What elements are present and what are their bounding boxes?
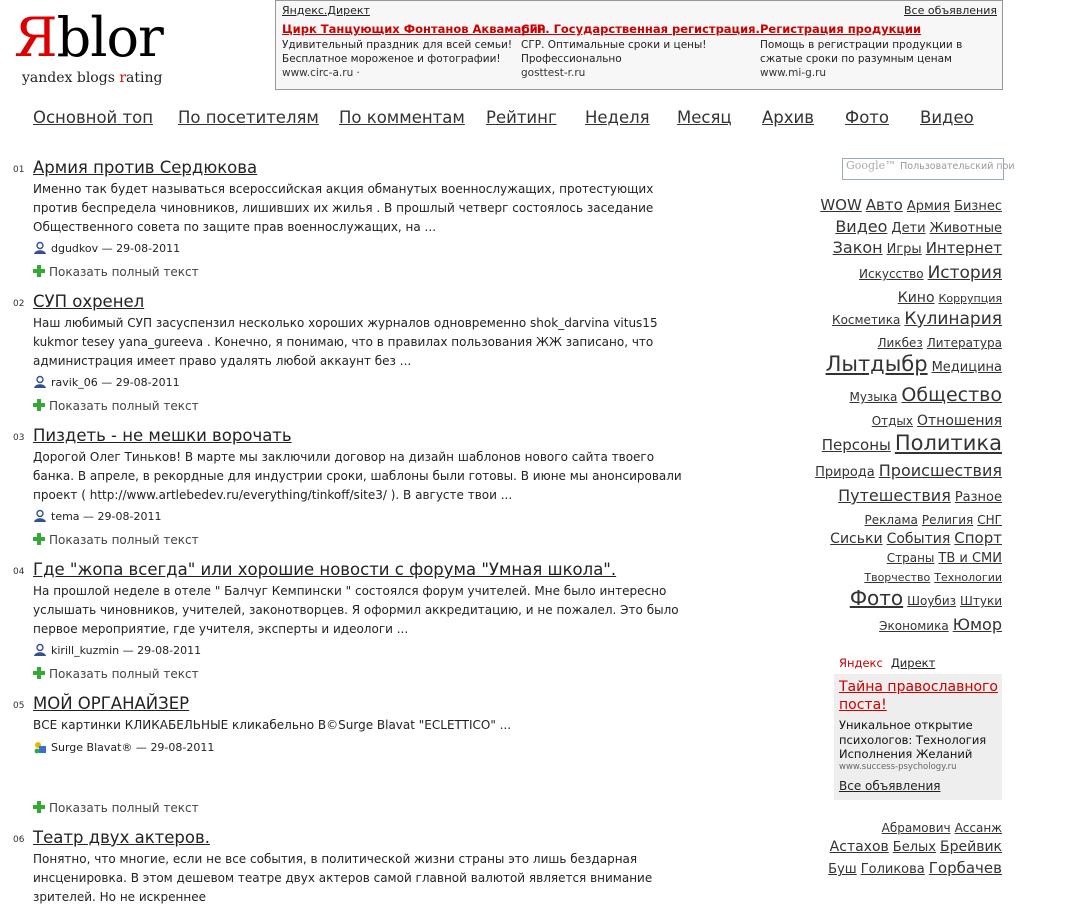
ad-text: СГР. Оптимальные сроки и цены! Профессионально <box>521 39 707 65</box>
tag-link[interactable]: Ликбез <box>877 336 923 350</box>
post-date: 29-08-2011 <box>97 510 162 523</box>
post-title[interactable]: МОЙ ОРГАНАЙЗЕР <box>33 694 190 713</box>
tag-line <box>838 486 1002 505</box>
tag-link[interactable]: Закон <box>832 238 883 257</box>
plus-icon <box>33 801 45 813</box>
nav-month[interactable]: Месяц <box>677 108 732 127</box>
post-author[interactable]: tema <box>51 510 80 523</box>
tag-link[interactable]: Творчество <box>864 571 931 584</box>
yandex-label[interactable]: Яндекс <box>839 656 883 670</box>
tag-line <box>887 547 1002 566</box>
tag-link[interactable]: События <box>886 531 951 547</box>
post-excerpt: ВСЕ картинки КЛИКАБЕЛЬНЫЕ кликабельно B©Surge Blavat "ECLETTICO" ... <box>33 718 512 732</box>
logo-letter: Я <box>14 6 57 69</box>
post-date: 29-08-2011 <box>150 741 215 754</box>
tag-line <box>878 332 1002 351</box>
plus-icon <box>33 265 45 277</box>
tag-link[interactable]: Происшествия <box>878 461 1002 480</box>
tag-link[interactable]: Армия <box>906 199 951 214</box>
side-ad <box>834 674 1002 800</box>
side-ad-text: Уникальное открытие психологов: Технология Исполнения Желаний <box>839 718 987 761</box>
post-date: 29-08-2011 <box>115 376 180 389</box>
tag-link[interactable]: Белых <box>892 840 936 855</box>
post-number: 02 <box>13 299 25 309</box>
tag-line <box>859 263 1002 283</box>
nav-rating[interactable]: Рейтинг <box>486 108 557 127</box>
tag-line <box>882 817 1002 836</box>
post-number: 04 <box>13 567 25 577</box>
yandex-direct-link[interactable]: Яндекс.Директ <box>282 4 370 17</box>
show-full-text-button[interactable]: Показать полный текст <box>33 667 199 681</box>
logo-tagline: yandex blogs rating <box>22 70 163 86</box>
post-author[interactable]: kirill_kuzmin <box>51 644 120 657</box>
tag-link[interactable]: Ассанж <box>954 821 1002 835</box>
tag-link[interactable]: Авто <box>865 196 903 214</box>
post-excerpt: На прошлой неделе в отеле " Балчуг Кемпински " состоялся форум учителей. Мне было интересно услышать чиновников, учителей, законотворцев. Я оформил аккредитацию, и не пожалел. Это было первое мероприятие, где учителя, эксперты и идеологи ... <box>33 584 679 636</box>
tag-link[interactable]: Экономика <box>879 619 949 633</box>
tag-line <box>864 566 1002 585</box>
tag-link[interactable]: Горбачев <box>928 859 1002 877</box>
tag-link[interactable]: Голикова <box>860 862 925 877</box>
tag-link[interactable]: Косметика <box>832 313 901 327</box>
post-excerpt: Понятно, что многие, если не все события, в политической жизни страны это лишь бездарная инсценировка. В этом дешевом театре двух актеров самой главной валютой является внимание зрителей. Но не искреннее <box>33 852 653 904</box>
tag-line <box>835 217 1002 236</box>
ad-url: www.mi-g.ru <box>760 67 827 79</box>
tag-link[interactable]: Астахов <box>829 839 889 855</box>
tag-link[interactable]: Медицина <box>931 360 1002 375</box>
nav-video[interactable]: Видео <box>920 108 974 127</box>
post-excerpt: Именно так будет называться всероссийская акция обманутых военнослужащих, протестующих против беспредела чиновников, лишивших их жилья . В прошлый четверг состоялось заседание Общественного совета по защите прав военнослужащих, на ... <box>33 182 654 234</box>
site-logo[interactable] <box>14 8 184 88</box>
show-full-text-button[interactable]: Показать полный текст <box>33 399 199 413</box>
post-author[interactable]: ravik_06 <box>51 376 98 389</box>
tag-link[interactable]: Реклама <box>864 513 918 527</box>
tag-link[interactable]: Путешествия <box>838 486 951 505</box>
post-meta: tema — 29-08-2011 <box>33 509 161 523</box>
side-ad-title[interactable]: Тайна православного поста! <box>839 679 998 713</box>
plus-icon <box>33 399 45 411</box>
nav-main-top[interactable]: Основной топ <box>33 108 154 127</box>
tag-link[interactable]: Лытдыбр <box>825 352 928 376</box>
tag-link[interactable]: История <box>927 263 1002 283</box>
post-meta: ravik_06 — 29-08-2011 <box>33 375 180 389</box>
nav-archive[interactable]: Архив <box>762 108 814 127</box>
tag-link[interactable]: Музыка <box>849 390 898 404</box>
tag-link[interactable]: Буш <box>828 862 857 877</box>
tag-line <box>815 461 1002 480</box>
tag-line <box>830 528 1002 547</box>
yandex-direct-header <box>839 656 935 670</box>
tag-line <box>850 586 1002 610</box>
tag-line <box>849 384 1002 406</box>
post-title[interactable]: Где "жопа всегда" или хорошие новости с форума "Умная школа". <box>33 560 617 579</box>
post-number: 05 <box>13 701 25 711</box>
tag-link[interactable]: Природа <box>815 465 875 480</box>
post-title[interactable]: Пиздеть - не мешки ворочать <box>33 426 292 445</box>
tag-link[interactable]: Интернет <box>925 239 1002 257</box>
tag-link[interactable]: Штуки <box>960 594 1002 608</box>
user-icon <box>33 740 47 754</box>
tag-link[interactable]: Спорт <box>954 529 1002 547</box>
show-full-text-button[interactable]: Показать полный текст <box>33 265 199 279</box>
tag-link[interactable]: СНГ <box>977 513 1002 527</box>
post-number: 06 <box>13 835 25 845</box>
search-input[interactable] <box>842 158 1015 180</box>
nav-by-visitors[interactable]: По посетителям <box>178 108 319 127</box>
top-ad-block <box>275 0 1003 90</box>
tag-line <box>828 858 1002 877</box>
post-meta: dgudkov — 29-08-2011 <box>33 241 180 255</box>
ad-title[interactable]: Регистрация продукции <box>760 22 922 36</box>
google-logo: Google™ <box>846 159 897 172</box>
tag-line <box>832 309 1002 329</box>
tag-link[interactable]: Коррупция <box>938 292 1002 305</box>
direct-link[interactable]: Директ <box>890 656 936 670</box>
nav-by-comments[interactable]: По комментам <box>339 108 465 127</box>
side-ad-url: www.success-psychology.ru <box>839 762 957 772</box>
tag-link[interactable]: Персоны <box>821 436 891 454</box>
tag-link[interactable]: Кулинария <box>904 309 1002 329</box>
tag-link[interactable]: Литература <box>926 336 1002 350</box>
tag-link[interactable]: Шоубиз <box>907 594 957 608</box>
tag-link[interactable]: Видео <box>835 217 888 236</box>
tag-link[interactable]: Отношения <box>917 413 1002 429</box>
nav-week[interactable]: Неделя <box>585 108 650 127</box>
ad-item[interactable] <box>521 22 760 80</box>
tag-line <box>820 195 1002 214</box>
tag-link[interactable]: Дети <box>891 221 926 236</box>
tag-link[interactable]: Разное <box>954 490 1002 505</box>
tag-line <box>879 615 1002 634</box>
logo-text: blor <box>56 6 163 69</box>
tag-link[interactable]: Игры <box>886 242 922 257</box>
tag-link[interactable]: WOW <box>820 196 862 214</box>
tag-line <box>833 238 1002 257</box>
all-ads-link[interactable]: Все объявления <box>903 4 997 17</box>
ad-text: Удивительный праздник для всей семьи! Бесплатное мороженое и фотографии! <box>282 39 513 65</box>
tag-line <box>872 410 1002 429</box>
side-all-ads-link[interactable]: Все объявления <box>839 779 941 793</box>
post-excerpt: Наш любимый СУП засуспензил несколько хороших журналов одновременно shok_darvina vitus15 kukmor tesey yana_gureeva . Конечно, я понимаю, что в правилах пользования ЖЖ записано, что администрация имеет право удалять любой аккаунт без ... <box>33 316 658 368</box>
tag-link[interactable]: Брейвик <box>939 839 1002 855</box>
tag-link[interactable]: Бизнес <box>954 199 1002 214</box>
tag-link[interactable]: Технологии <box>934 571 1002 584</box>
post-date: 29-08-2011 <box>137 644 202 657</box>
tag-link[interactable]: Политика <box>894 431 1002 455</box>
ad-item[interactable] <box>282 22 546 80</box>
ad-title[interactable]: СГР. Государственная регистрация. <box>521 22 760 36</box>
tag-link[interactable]: Религия <box>921 513 974 527</box>
tag-link[interactable]: Общество <box>901 384 1002 406</box>
post-title[interactable]: СУП охренел <box>33 292 145 311</box>
tag-link[interactable]: Страны <box>886 551 935 565</box>
post-date: 29-08-2011 <box>116 242 181 255</box>
ad-text: Помощь в регистрации продукции в сжатые сроки по разумным ценам <box>760 39 963 65</box>
ad-title[interactable]: Цирк Танцующих Фонтанов Аквамарин <box>282 22 546 36</box>
show-full-text-button[interactable]: Показать полный текст <box>33 801 199 815</box>
ad-url: www.circ-a.ru · <box>282 67 360 79</box>
tag-link[interactable]: Фото <box>849 586 904 610</box>
tag-link[interactable]: Кино <box>897 290 935 306</box>
tag-line <box>898 287 1002 306</box>
tag-link[interactable]: Абрамович <box>881 821 951 835</box>
tag-line <box>826 352 1002 376</box>
ad-url: gosttest-r.ru <box>521 67 586 79</box>
user-icon <box>33 375 47 389</box>
post-meta: kirill_kuzmin — 29-08-2011 <box>33 643 201 657</box>
tag-line <box>865 509 1002 528</box>
tag-link[interactable]: Отдых <box>871 414 913 428</box>
tag-link[interactable]: Юмор <box>952 615 1002 634</box>
tag-link[interactable]: Животные <box>929 221 1002 236</box>
tag-link[interactable]: Искусство <box>859 267 924 281</box>
post-title[interactable]: Армия против Сердюкова <box>33 158 258 177</box>
user-icon <box>33 241 47 255</box>
post-meta: Surge Blavat® — 29-08-2011 <box>33 740 214 754</box>
tag-line <box>830 836 1002 855</box>
search-placeholder: Пользовательский пои <box>900 161 1015 172</box>
post-author[interactable]: Surge Blavat® <box>51 741 133 754</box>
ad-item[interactable] <box>760 22 992 80</box>
plus-icon <box>33 667 45 679</box>
post-excerpt: Дорогой Олег Тиньков! В марте мы заключили договор на дизайн шаблонов нового сайта твоего банка. В апреле, в рекордные для индустрии сроки, шаблоны были готовы. В июне мы анонсировали проект ( http://www.artlebedev.ru/everything/tinkoff/site3/ ). В августе твои ... <box>33 450 682 502</box>
show-full-text-button[interactable]: Показать полный текст <box>33 533 199 547</box>
tag-line <box>822 431 1002 455</box>
tag-link[interactable]: Сиськи <box>830 531 883 547</box>
user-icon <box>33 509 47 523</box>
plus-icon <box>33 533 45 545</box>
post-title[interactable]: Театр двух актеров. <box>33 828 210 847</box>
tag-link[interactable]: ТВ и СМИ <box>938 551 1002 566</box>
user-icon <box>33 643 47 657</box>
post-number: 03 <box>13 433 25 443</box>
nav-photo[interactable]: Фото <box>845 108 890 127</box>
post-author[interactable]: dgudkov <box>51 242 99 255</box>
post-number: 01 <box>13 165 25 175</box>
